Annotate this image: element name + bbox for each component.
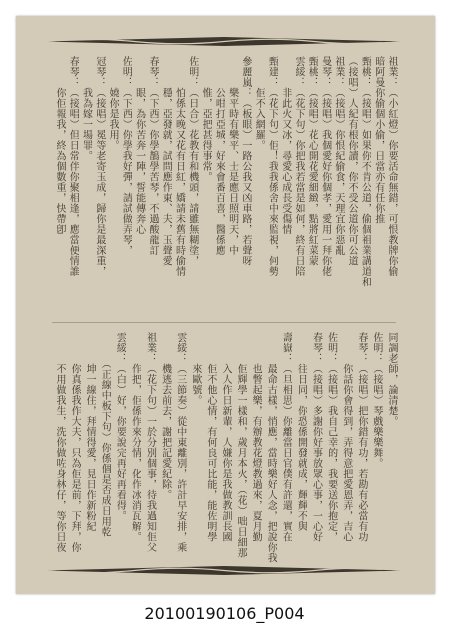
text-column: 佢輝學一樣和，歲月本火，（花）咄日細那 xyxy=(235,332,247,558)
text-column: 你話你會得到，弄得意把愛恩弄，吉心 xyxy=(340,332,352,542)
section-divider xyxy=(52,322,396,323)
decorative-border-bottom xyxy=(44,566,404,575)
text-column: 冠琴：（接唱）冕等老寄玉成，歸你是最深重， xyxy=(93,56,105,277)
text-column: 你佢報我，終為個數重，快帶卽 xyxy=(54,56,65,235)
text-column: 也瞥起樂，有辦教花燈教過來，夏月勤 xyxy=(250,332,262,542)
text-column: 我為嫁一場罪。 xyxy=(80,56,92,161)
image-id-caption: 20100190106_P004 xyxy=(144,604,305,623)
text-column: 壽嶽：（旦相思）你離當日官僕有許還，實在 xyxy=(280,332,292,542)
text-column: 往日同，你恐係開發就成，輝輝不與 xyxy=(295,332,307,532)
text-column: 春琴：（接唱）把你錯有功，若勘有必當有功 xyxy=(355,332,367,542)
text-column: 雲綏：（三節奏）從中東離別，許計早安排，乘 xyxy=(174,332,186,553)
text-column: 機逃去前去，謝把記愛紀除。 xyxy=(159,332,171,500)
text-column: 來歐號。 xyxy=(189,332,201,406)
text-column: 樂平時有樂平、士是應日照明天，中 xyxy=(226,56,238,256)
text-column: 曼琴：（接唱）我個愛好你個孝，愛用一拜你佬 xyxy=(319,56,331,277)
text-column: 祖業：（小紅燈）你要活命無錯，可恨教牌你偷 xyxy=(386,56,397,277)
text-column: 雲綏：（白）好，你要說完再好再看得。 xyxy=(114,332,126,521)
text-column: 佢不入網羅。 xyxy=(253,56,265,151)
text-column: 祖業：（花下句）一於分別個事，待我過知佢父 xyxy=(144,332,156,553)
text-column: 佢不他心情，有何良可比能，能佐明學 xyxy=(204,332,216,542)
text-column: 春琴：（接唱）多謝你好事放眾心事，一心好 xyxy=(310,332,322,542)
text-column: （接唱）人紀有根你讀，你不受公道你可公道 xyxy=(346,56,358,266)
text-column: 嬈你是我用。 xyxy=(107,56,119,151)
text-column: 眼，為你苦奔一陣，誓能傳奔心 xyxy=(133,56,145,235)
text-column: 暗阿曼你偷個小偷，日當亦有任你推 xyxy=(372,56,384,224)
text-column: 祖業：（接唱）你恨紀偷食，天理宜你惡亂 xyxy=(332,56,344,256)
text-column: 春琴：（接唱）但日常伴你聚相逢，應當便情誰 xyxy=(67,56,79,277)
text-column: 春琴：（下西）你學鵲學苦琴，不過酸龍訂 xyxy=(146,56,158,256)
text-column: 佐明：（接唱）琴戲樂樂舞。 xyxy=(370,332,382,469)
text-column: 作把，佢係作來分情，化作冰消瓦解。 xyxy=(129,332,141,542)
text-column: 雲綏：（花下句）你把我若當是如何，終有日陪 xyxy=(293,56,305,277)
text-column: 惟，亞把甚得事常。 xyxy=(200,56,212,182)
decorative-border-top xyxy=(44,37,404,46)
text-column: 入人作日新輩，人嫌你是我做教訓長國 xyxy=(220,332,231,542)
text-column: 公咁打亞城，好來會番百喜，醫係應 xyxy=(213,56,225,256)
text-column: 非此火又冰，尋愛心成長受傷情 xyxy=(279,56,291,235)
text-column: 不用做我生，洗你做咗身林仔，等你日夜 xyxy=(54,332,65,553)
text-column: 坤一線住，拜情得愛，見日作新粉紀 xyxy=(84,332,96,532)
text-column: 甄桃：（接唱）如果你不肯公道，偷個祖業講道和 xyxy=(359,56,371,287)
text-column: （正線中板下句）你係個是否成日用乾 xyxy=(99,332,111,537)
text-column: 甄建：（花下句）佢！我我係舍中來監視，何勢 xyxy=(266,56,278,277)
text-column: 佐明：（下西）你學我好彈，請試做弄琴， xyxy=(120,56,132,256)
text-column: 最命古樣，悄應，當時樂好人念，把說你我 xyxy=(265,332,277,563)
text-column: 同調老師，論清楚。 xyxy=(386,332,397,427)
text-column: 甄桃：（接唱）花心開花愛細緻，點將紅菜蒙 xyxy=(306,56,318,266)
text-column: 參麗嵐：（板眼）一路公我又凶車路，若聲呀 xyxy=(239,56,251,266)
text-column: 你真係我作大夫，只為佢是前，下拜，你 xyxy=(69,332,81,553)
text-column: 佐明：（接唱）我自己幸的，我要送你抱定， xyxy=(325,332,337,542)
text-column: 穩，亞發就，試問應作東、夫，玉聲愛 xyxy=(160,56,172,266)
text-column: 怕係太晚又花有日紅，嬌請未舊有時偷情 xyxy=(173,56,185,277)
text-column: 佐明：（日合）花教有和機頭，請雖無糊塗， xyxy=(186,56,198,266)
